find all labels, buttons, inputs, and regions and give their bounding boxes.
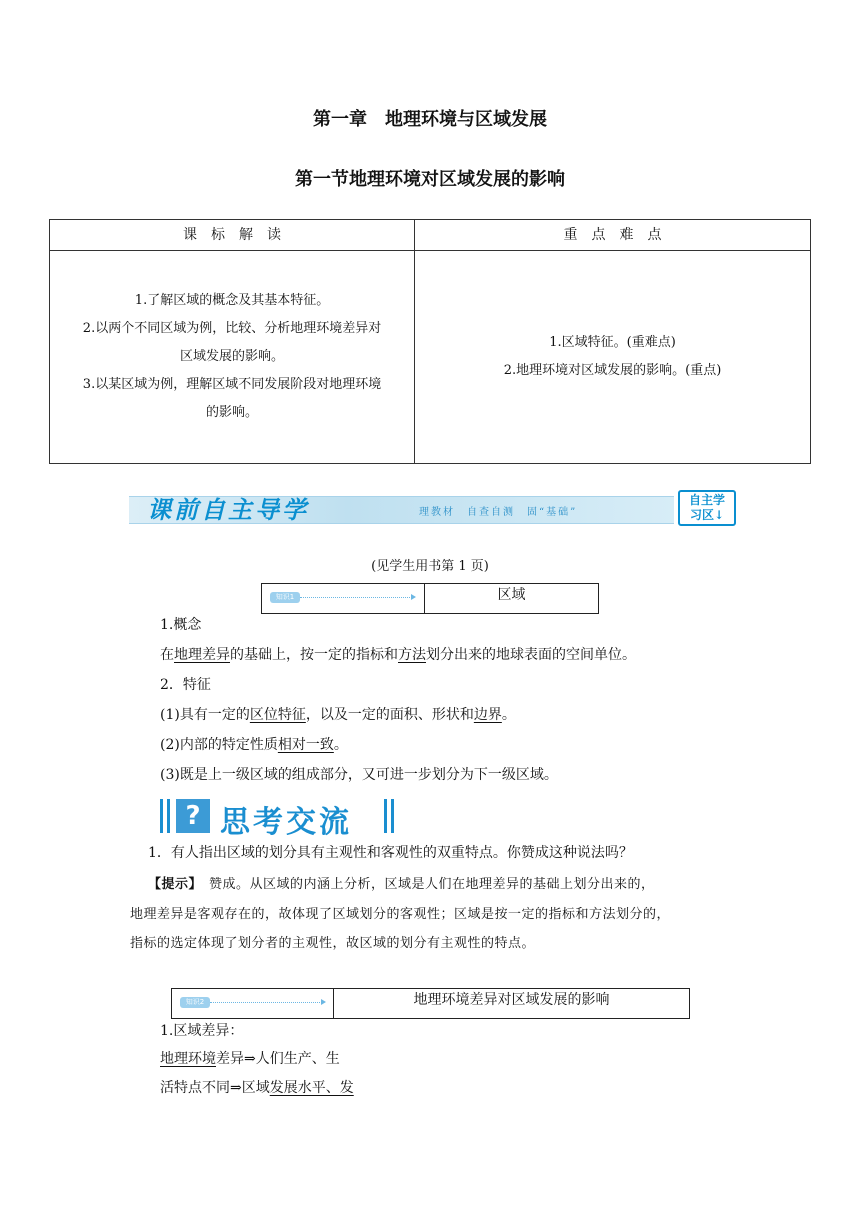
concept-heading: 1.概念 (160, 617, 202, 633)
text-span: 赞成。从区域的内涵上分析，区域是人们在地理差异的基础上划分出来的， (195, 877, 655, 892)
underlined-term: 地理差异 (174, 647, 230, 663)
region-diff-heading: 1.区域差异： (160, 1023, 244, 1039)
bar-decoration (167, 799, 170, 833)
text-span: 在 (160, 647, 174, 663)
text-span: 。 (501, 707, 516, 723)
think-exchange-title: 思考交流 (220, 805, 352, 840)
text-span: 差异⇒人们生产、生 (216, 1051, 340, 1067)
standards-item: 2.以两个不同区域为例，比较、分析地理环境差异对 (82, 321, 382, 336)
knowledge-tag-pill: 知识1 (270, 592, 300, 603)
text-span: (1)具有一定的 (160, 707, 250, 723)
standards-cell (54, 251, 410, 463)
knowledge-point-1-header (261, 583, 599, 614)
self-study-badge (678, 490, 736, 526)
tip-line-2: 地理差异是客观存在的，故体现了区域划分的客观性；区域是按一定的指标和方法划分的， (130, 907, 671, 922)
banner-title: 课前自主导学 (147, 495, 309, 524)
feature-item-2 (160, 735, 348, 755)
arrow-right-icon (300, 597, 412, 598)
knowledge-tag (172, 989, 334, 1018)
knowledge-point-2-header (171, 988, 690, 1019)
section-title: 第一节地理环境对区域发展的影响 (295, 169, 565, 190)
badge-line: 习区↓ (689, 508, 725, 522)
tip-label: 【提示】 (148, 877, 196, 892)
underlined-term: 相对一致 (277, 737, 334, 753)
think-question: 1．有人指出区域的划分具有主观性和客观性的双重特点。你赞成这种说法吗？ (148, 845, 633, 861)
key-point-item: 2.地理环境对区域发展的影响。(重点) (503, 363, 722, 378)
think-exchange-heading (160, 797, 400, 840)
table-header-key-points: 重 点 难 点 (563, 227, 662, 243)
underlined-term: 区位特征 (249, 707, 306, 723)
tip-line-3: 指标的选定体现了划分者的主观性，故区域的划分有主观性的特点。 (130, 936, 536, 951)
badge-line: 自主学 (688, 493, 725, 507)
feature-item-1 (160, 705, 516, 725)
knowledge-point-title: 地理环境差异对区域发展的影响 (413, 992, 610, 1008)
region-diff-line-1 (160, 1049, 340, 1069)
text-span: 的基础上，按一定的指标和 (230, 647, 398, 663)
standards-item: 1.了解区域的概念及其基本特征。 (134, 293, 330, 308)
text-span: ，以及一定的面积、形状和 (305, 707, 474, 723)
curriculum-standards-table (49, 219, 811, 464)
standards-item: 区域发展的影响。 (179, 349, 284, 364)
standards-item: 3.以某区域为例，理解区域不同发展阶段对地理环境 (82, 377, 382, 392)
standards-item: 的影响。 (205, 405, 258, 420)
key-points-cell (415, 251, 810, 463)
features-heading: 2．特征 (160, 677, 211, 693)
feature-item-3: (3)既是上一级区域的组成部分，又可进一步划分为下一级区域。 (160, 767, 558, 783)
underlined-term: 方法 (398, 647, 426, 663)
question-icon: ? (176, 799, 210, 833)
underlined-term: 地理环境 (160, 1051, 216, 1067)
chapter-title: 第一章 地理环境与区域发展 (313, 109, 547, 130)
bar-decoration (391, 799, 394, 833)
underlined-term: 发展水平、发 (269, 1080, 354, 1096)
arrow-right-icon (210, 1002, 322, 1003)
underlined-term: 边界 (473, 707, 502, 723)
region-diff-line-2 (160, 1078, 354, 1098)
concept-text (160, 645, 636, 665)
banner-subtitle: 理教材 自查自测 固“基础” (419, 507, 578, 518)
knowledge-tag-pill: 知识2 (180, 997, 210, 1008)
text-span: 活特点不同⇒区域 (160, 1080, 270, 1096)
self-study-banner (129, 490, 736, 526)
key-point-item: 1.区域特征。(重难点) (549, 335, 676, 350)
reference-note: (见学生用书第 1 页) (371, 559, 489, 574)
bar-decoration (160, 799, 163, 833)
bar-decoration (384, 799, 387, 833)
tip-line-1 (130, 870, 730, 900)
text-span: (2)内部的特定性质 (160, 737, 278, 753)
table-header-standards: 课 标 解 读 (183, 227, 281, 243)
knowledge-point-title: 区域 (497, 587, 526, 603)
text-span: 。 (333, 737, 348, 753)
text-span: 划分出来的地球表面的空间单位。 (426, 647, 636, 663)
knowledge-tag (262, 584, 425, 613)
